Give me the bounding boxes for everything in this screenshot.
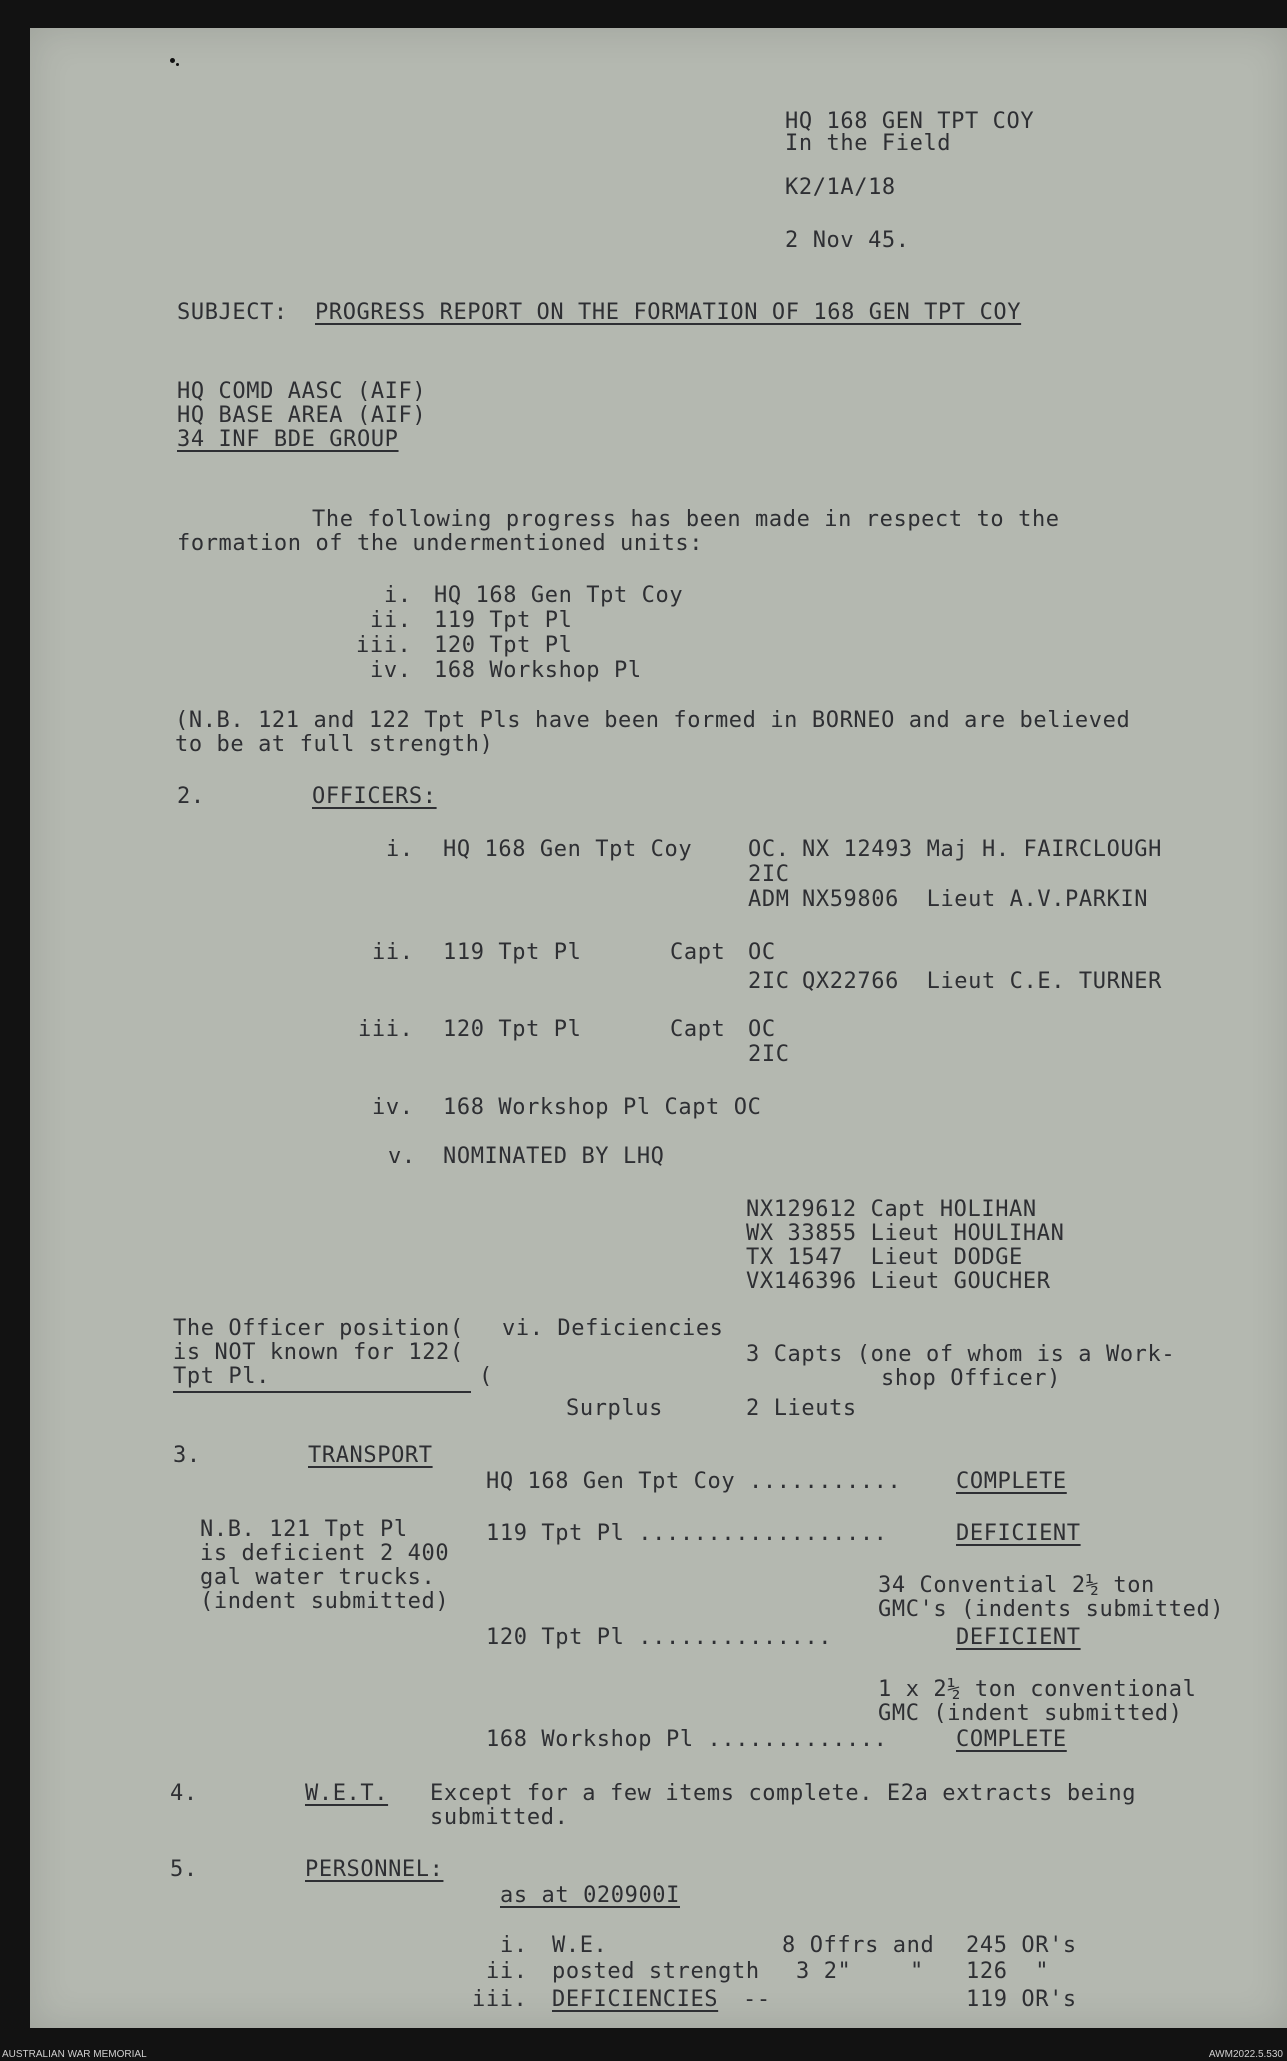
transport-status: COMPLETE (956, 1727, 1067, 1752)
officer-capt: Capt (670, 1017, 726, 1042)
transport-unit: 119 Tpt Pl .................. (486, 1521, 888, 1546)
officer-appt: 2IC (748, 862, 790, 887)
wet-line: submitted. (430, 1805, 569, 1830)
nominated-officer: NX129612 Capt HOLIHAN (746, 1197, 1037, 1222)
personnel-row-label: posted strength (552, 1959, 760, 1984)
punch-mark (176, 63, 179, 66)
transport-detail: 34 Convential 2½ ton (878, 1573, 1155, 1598)
transport-status: DEFICIENT (956, 1521, 1081, 1546)
unit-num: iii. (356, 633, 412, 658)
transport-detail: 1 x 2½ ton conventional (878, 1677, 1197, 1702)
unit-name: 119 Tpt Pl (434, 608, 573, 633)
note-line: to be at full strength) (175, 732, 494, 757)
unit-num: iv. (370, 658, 412, 683)
officer-detail: NX 12493 Maj H. FAIRCLOUGH (802, 837, 1162, 862)
header-location: In the Field (785, 131, 952, 156)
transport-detail: GMC's (indents submitted) (878, 1597, 1225, 1622)
section-number: 4. (170, 1781, 198, 1806)
transport-unit: 120 Tpt Pl .............. (486, 1625, 833, 1650)
addressee: HQ COMD AASC (AIF) (177, 379, 427, 404)
wet-line: Except for a few items complete. E2a extracts being (430, 1781, 1137, 1806)
transport-detail: GMC (indent submitted) (878, 1701, 1183, 1726)
section-heading: OFFICERS: (312, 784, 437, 809)
personnel-row-a: 8 Offrs and (782, 1933, 935, 1958)
footer-id: AWM2022.5.530 (1208, 2049, 1283, 2060)
section-number: 3. (173, 1443, 201, 1468)
officer-row-unit: HQ 168 Gen Tpt Coy (443, 837, 693, 862)
transport-side-note: gal water trucks. (200, 1565, 436, 1590)
personnel-row-num: ii. (486, 1959, 528, 1984)
officer-row-unit: 168 Workshop Pl Capt OC (443, 1095, 762, 1120)
personnel-as-at: as at 020900I (500, 1883, 680, 1908)
officer-appt: OC (748, 1017, 776, 1042)
officer-detail: NX59806 Lieut A.V.PARKIN (802, 887, 1149, 912)
officer-side-note: is NOT known for 122( (173, 1340, 464, 1365)
note-line: (N.B. 121 and 122 Tpt Pls have been formed in BORNEO and are believed (175, 708, 1131, 733)
personnel-row-b: 126 " (966, 1959, 1050, 1984)
subject-text: PROGRESS REPORT ON THE FORMATION OF 168 GEN TPT COY (315, 300, 1022, 325)
transport-side-note: (indent submitted) (200, 1589, 450, 1614)
surplus-label: Surplus (566, 1396, 663, 1421)
deficiencies-label: vi. Deficiencies (502, 1316, 724, 1341)
unit-name: HQ 168 Gen Tpt Coy (434, 583, 684, 608)
intro-line: formation of the undermentioned units: (177, 531, 704, 556)
personnel-row-label: DEFICIENCIES (552, 1987, 719, 2012)
addressee: 34 INF BDE GROUP (177, 427, 399, 452)
transport-status: DEFICIENT (956, 1625, 1081, 1650)
officer-row-unit: NOMINATED BY LHQ (443, 1144, 665, 1169)
officer-row-num: iv. (372, 1095, 414, 1120)
header-ref: K2/1A/18 (785, 175, 896, 200)
officer-side-note: Tpt Pl. (173, 1364, 270, 1389)
personnel-row-num: i. (500, 1933, 528, 1958)
personnel-row-b: 245 OR's (966, 1933, 1077, 1958)
section-heading: PERSONNEL: (305, 1857, 444, 1882)
transport-side-note: is deficient 2 400 (200, 1541, 450, 1566)
unit-name: 168 Workshop Pl (434, 658, 642, 683)
header-unit: HQ 168 GEN TPT COY (785, 109, 1035, 134)
document-page (30, 28, 1287, 2028)
section-heading: W.E.T. (305, 1781, 389, 1806)
intro-line: The following progress has been made in respect to the (312, 507, 1060, 532)
officer-row-num: i. (386, 837, 414, 862)
personnel-row-label: W.E. (552, 1933, 608, 1958)
side-note-bracket: ( (479, 1364, 493, 1389)
deficiencies-line: 3 Capts (one of whom is a Work- (746, 1342, 1176, 1367)
unit-num: ii. (370, 608, 412, 633)
unit-num: i. (384, 583, 412, 608)
footer-credit: AUSTRALIAN WAR MEMORIAL (2, 2049, 147, 2060)
personnel-ditto: " (910, 1959, 924, 1984)
officer-appt: OC. (748, 837, 790, 862)
transport-unit: 168 Workshop Pl ............. (486, 1727, 888, 1752)
personnel-row-a: -- (743, 1987, 771, 2012)
officer-appt: 2IC (748, 969, 790, 994)
addressee: HQ BASE AREA (AIF) (177, 403, 427, 428)
officer-row-unit: 119 Tpt Pl (443, 940, 582, 965)
header-date: 2 Nov 45. (785, 228, 910, 253)
officer-side-note: The Officer position( (173, 1316, 464, 1341)
surplus-value: 2 Lieuts (746, 1396, 857, 1421)
officer-appt: 2IC (748, 1042, 790, 1067)
subject-label: SUBJECT: (177, 300, 288, 325)
unit-name: 120 Tpt Pl (434, 633, 573, 658)
officer-appt: ADM (748, 887, 790, 912)
transport-side-note: N.B. 121 Tpt Pl (200, 1517, 408, 1542)
deficiencies-line: shop Officer) (881, 1366, 1061, 1391)
side-note-underline (173, 1391, 471, 1393)
nominated-officer: WX 33855 Lieut HOULIHAN (746, 1221, 1065, 1246)
transport-status: COMPLETE (956, 1469, 1067, 1494)
officer-capt: Capt (670, 940, 726, 965)
transport-unit: HQ 168 Gen Tpt Coy ........... (486, 1469, 902, 1494)
officer-row-unit: 120 Tpt Pl (443, 1017, 582, 1042)
nominated-officer: TX 1547 Lieut DODGE (746, 1245, 1023, 1270)
officer-row-num: ii. (372, 940, 414, 965)
personnel-row-num: iii. (472, 1987, 528, 2012)
officer-row-num: iii. (358, 1017, 414, 1042)
personnel-row-a: 3 2" (796, 1959, 852, 1984)
personnel-row-b: 119 OR's (966, 1987, 1077, 2012)
officer-detail: QX22766 Lieut C.E. TURNER (802, 969, 1162, 994)
section-number: 2. (177, 784, 205, 809)
section-number: 5. (170, 1857, 198, 1882)
section-heading: TRANSPORT (308, 1443, 433, 1468)
nominated-officer: VX146396 Lieut GOUCHER (746, 1269, 1051, 1294)
officer-row-num: v. (388, 1144, 416, 1169)
punch-mark (170, 58, 175, 63)
officer-appt: OC (748, 940, 776, 965)
